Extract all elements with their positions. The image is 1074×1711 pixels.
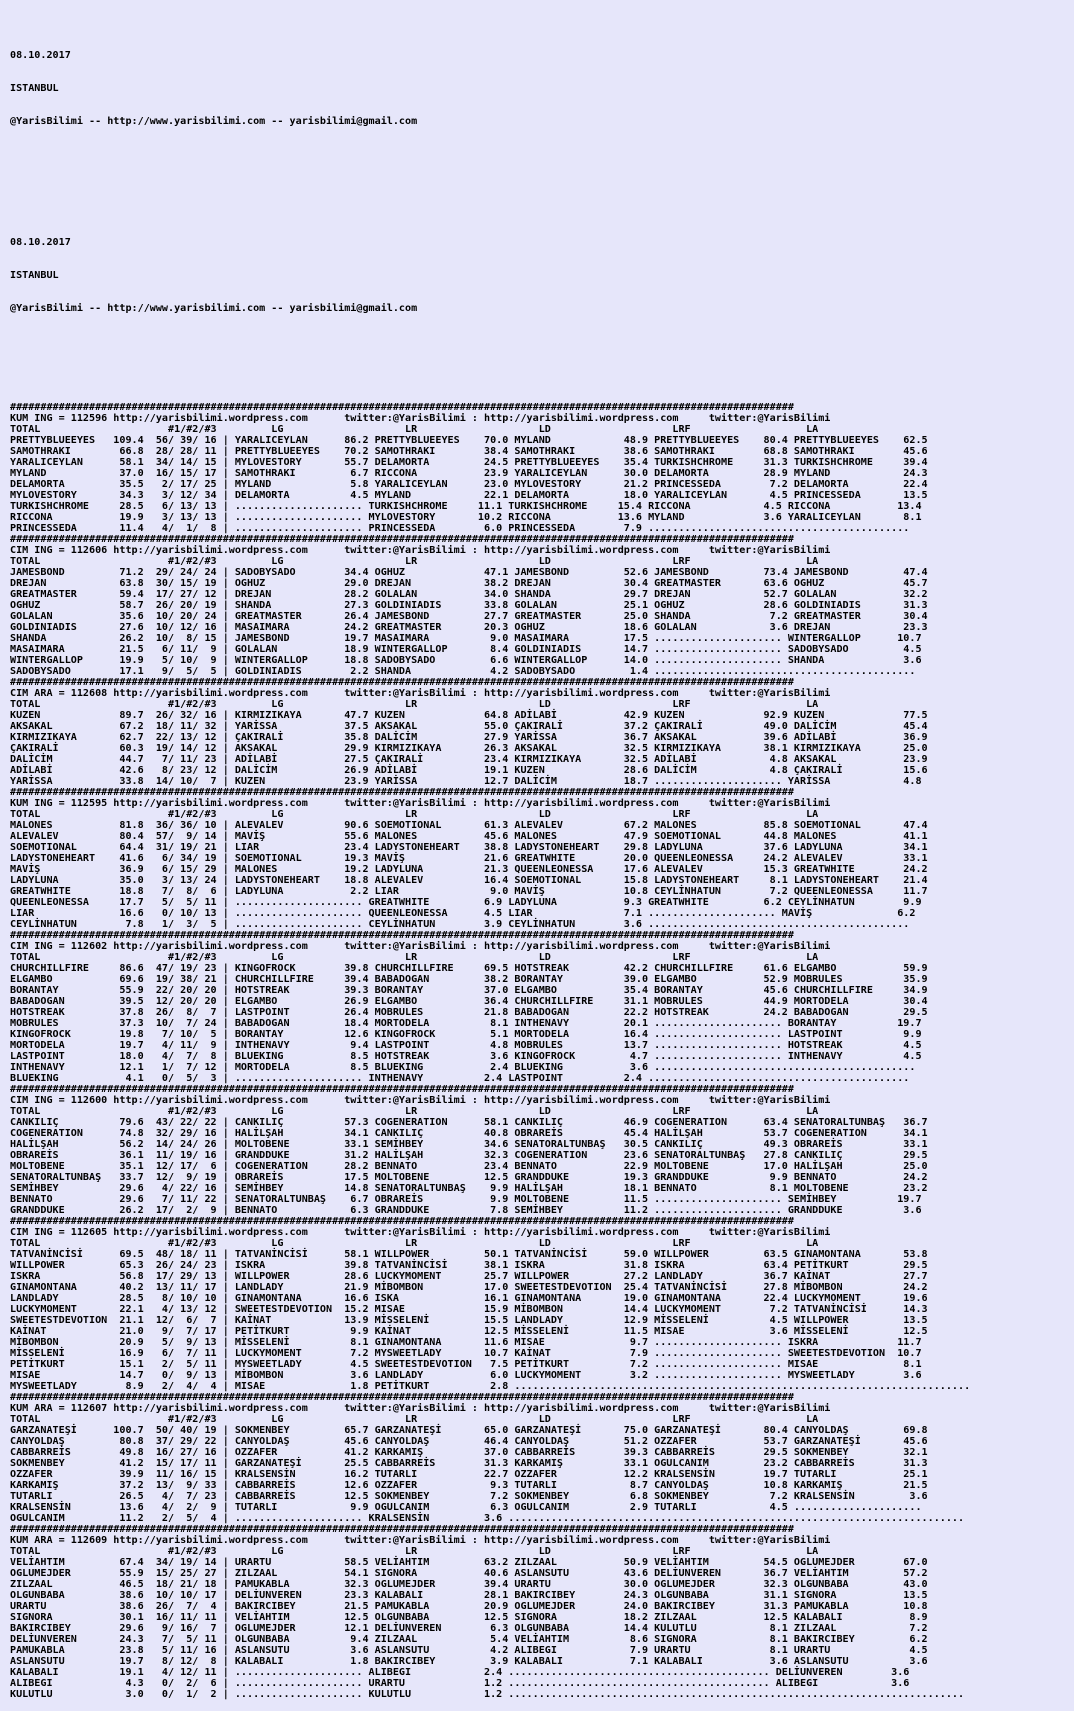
table-row: BABADOGAN 39.5 12/ 20/ 20 | ELGAMBO 26.9 ELGAMBO 36.4 CHURCHILLFIRE 31.1 MOBRULES 44.9 MORTODELA 30.4 [10, 996, 928, 1007]
table-row: LIAR 16.6 0/ 10/ 13 | ..................... QUEENLEONESSA 4.5 LIAR 7.1 ..................... MAVİŞ 6.2 [10, 908, 916, 919]
table-row: SENATORALTUNBAŞ 33.7 12/ 9/ 19 | OBRAREİS 17.5 MOLTOBENE 12.5 GRANDDUKE 19.3 GRANDDUKE 9.9 BENNATO 24.2 [10, 1172, 928, 1183]
table-row: HALİLŞAH 56.2 14/ 24/ 26 | MOLTOBENE 33.1 SEMİHBEY 34.6 SENATORALTUNBAŞ 30.5 CANKILIÇ 49.3 OBRAREİS 33.1 [10, 1139, 928, 1150]
race-section [10, 1524, 1074, 1700]
table-row: MORTODELA 19.7 4/ 11/ 9 | INTHENAVY 9.4 LASTPOINT 4.8 MOBRULES 13.7 ..................... HOTSTREAK 4.5 [10, 1040, 922, 1051]
column-header-line: TOTAL #1/#2/#3 LG LR LD LRF LA [10, 809, 819, 820]
table-row: ISKRA 56.8 17/ 29/ 13 | WILLPOWER 28.6 LUCKYMOMENT 25.7 WILLPOWER 27.2 LANDLADY 36.7 KAİNAT 27.7 [10, 1271, 928, 1282]
table-row: YARİSSA 33.8 14/ 10/ 7 | KUZEN 23.9 YARİSSA 12.7 DALİCİM 18.7 ..................... YARİSSA 4.8 [10, 776, 922, 787]
table-row: ADİLABİ 42.6 8/ 23/ 12 | DALİCİM 26.9 ADİLABİ 19.1 KUZEN 28.6 DALİCİM 4.8 ÇAKIRALİ 15.6 [10, 765, 928, 776]
race-section [10, 1084, 1074, 1216]
header-date: 08.10.2017 [10, 237, 71, 248]
race-title-line: CIM ING = 112602 http://yarisbilimi.wordpress.com twitter:@YarisBilimi : http://yarisbilimi.wordpress.com twitter:@YarisBilimi [10, 941, 831, 952]
table-row: MYLOVESTORY 34.3 3/ 12/ 34 | DELAMORTA 4.5 MYLAND 22.1 DELAMORTA 18.0 YARALICEYLAN 4.5 PRINCESSEDA 13.5 [10, 490, 928, 501]
table-row: INTHENAVY 12.1 1/ 7/ 12 | MORTODELA 8.5 BLUEKING 2.4 BLUEKING 3.6 ........................................... [10, 1062, 916, 1073]
table-row: GOLALAN 35.6 10/ 20/ 24 | GREATMASTER 26.4 JAMESBOND 27.7 GREATMASTER 25.0 SHANDA 7.2 GREATMASTER 30.4 [10, 611, 928, 622]
table-row: LUCKYMOMENT 22.1 4/ 13/ 12 | SWEETESTDEVOTION 15.2 MISAE 15.9 MİBOMBON 14.4 LUCKYMOMENT 7.2 TATVANİNCİSİ 14.3 [10, 1304, 928, 1315]
table-row: SOEMOTIONAL 64.4 31/ 19/ 21 | LIAR 23.4 LADYSTONEHEART 38.8 LADYSTONEHEART 29.8 LADYLUNA 37.6 LADYLUNA 34.1 [10, 842, 928, 853]
table-row: DELİUNVEREN 24.3 7/ 5/ 11 | OLGUNBABA 9.4 ZILZAAL 5.4 VELİAHTIM 8.6 SIGNORA 8.1 BAKIRCIBEY 6.2 [10, 1634, 928, 1645]
table-row: OZZAFER 39.9 11/ 16/ 15 | KRALSENSİN 16.2 TUTARLI 22.7 OZZAFER 12.2 KRALSENSİN 19.7 TUTARLI 25.1 [10, 1469, 928, 1480]
separator-line: ################################################################################################################################# [10, 1084, 794, 1095]
table-row: SAMOTHRAKI 66.8 28/ 28/ 11 | PRETTYBLUEEYES 70.2 SAMOTHRAKI 38.4 SAMOTHRAKI 38.6 SAMOTHRAKI 68.8 SAMOTHRAKI 45.6 [10, 446, 928, 457]
race-section [10, 1216, 1074, 1392]
header-city: ISTANBUL [10, 83, 59, 94]
table-row: TUTARLI 26.5 4/ 7/ 23 | CABBARREİS 12.5 SOKMENBEY 7.2 SOKMENBEY 6.8 SOKMENBEY 7.2 KRALSENSİN 3.6 [10, 1491, 928, 1502]
column-header-line: TOTAL #1/#2/#3 LG LR LD LRF LA [10, 556, 819, 567]
column-header-line: TOTAL #1/#2/#3 LG LR LD LRF LA [10, 699, 819, 710]
table-row: PRINCESSEDA 11.4 4/ 1/ 8 | ..................... PRINCESSEDA 6.0 PRINCESSEDA 7.9 ........................................... [10, 523, 910, 534]
table-row: HOTSTREAK 37.8 26/ 8/ 7 | LASTPOINT 26.4 MOBRULES 21.8 BABADOGAN 22.2 HOTSTREAK 24.2 BABADOGAN 29.5 [10, 1007, 928, 1018]
table-row: MALONES 81.8 36/ 36/ 10 | ALEVALEV 90.6 SOEMOTIONAL 61.3 ALEVALEV 67.2 MALONES 85.8 SOEMOTIONAL 47.4 [10, 820, 928, 831]
race-title-line: KUM ING = 112596 http://yarisbilimi.wordpress.com twitter:@YarisBilimi : http://yarisbilimi.wordpress.com twitter:@YarisBilimi [10, 413, 831, 424]
table-row: KAİNAT 21.0 9/ 7/ 17 | PETİTKURT 9.9 KAİNAT 12.5 MİSSELENİ 11.5 MISAE 3.6 MİSSELENİ 12.5 [10, 1326, 928, 1337]
header-date: 08.10.2017 [10, 50, 71, 61]
table-row: GRANDDUKE 26.2 17/ 2/ 9 | BENNATO 6.3 GRANDDUKE 7.8 SEMİHBEY 11.2 ..................... GRANDDUKE 3.6 [10, 1205, 922, 1216]
table-row: GREATMASTER 59.4 17/ 27/ 12 | DREJAN 28.2 GOLALAN 34.0 SHANDA 29.7 DREJAN 52.7 GOLALAN 32.2 [10, 589, 928, 600]
table-row: PAMUKABLA 23.8 5/ 11/ 16 | ASLANSUTU 3.6 ASLANSUTU 4.2 ALIBEGI 7.9 URARTU 8.1 URARTU 4.5 [10, 1645, 928, 1656]
document-header-repeat [10, 215, 1074, 336]
table-row: DREJAN 63.8 30/ 15/ 19 | OGHUZ 29.0 DREJAN 38.2 DREJAN 30.4 GREATMASTER 63.6 OGHUZ 45.7 [10, 578, 928, 589]
table-row: ZILZAAL 46.5 18/ 21/ 18 | PAMUKABLA 32.3 OGLUMEJDER 39.4 URARTU 30.0 OGLUMEJDER 32.3 OLGUNBABA 43.0 [10, 1579, 928, 1590]
table-row: DALİCİM 44.7 7/ 11/ 23 | ADİLABİ 27.5 ÇAKIRALİ 23.4 KIRMIZIKAYA 32.5 ADİLABİ 4.8 AKSAKAL 23.9 [10, 754, 928, 765]
table-row: BLUEKING 4.1 0/ 5/ 3 | ..................... INTHENAVY 2.4 LASTPOINT 2.4 ........................................... [10, 1073, 910, 1084]
table-row: SADOBYSADO 17.1 9/ 5/ 5 | GOLDINIADIS 2.2 SHANDA 4.2 SADOBYSADO 1.4 ........................................... [10, 666, 916, 677]
column-header-line: TOTAL #1/#2/#3 LG LR LD LRF LA [10, 424, 819, 435]
race-sections [10, 402, 1074, 1700]
table-row: CHURCHILLFIRE 86.6 47/ 19/ 23 | KINGOFROCK 39.8 CHURCHILLFIRE 69.5 HOTSTREAK 42.2 CHURCHILLFIRE 61.6 ELGAMBO 59.9 [10, 963, 928, 974]
table-row: SHANDA 26.2 10/ 8/ 15 | JAMESBOND 19.7 MASAIMARA 9.0 MASAIMARA 17.5 ..................... WINTERGALLOP 10.7 [10, 633, 922, 644]
column-header-line: TOTAL #1/#2/#3 LG LR LD LRF LA [10, 1546, 819, 1557]
table-row: MYLAND 37.0 16/ 15/ 17 | SAMOTHRAKI 6.7 RICCONA 23.9 YARALICEYLAN 30.0 DELAMORTA 28.9 MYLAND 24.3 [10, 468, 928, 479]
table-row: QUEENLEONESSA 17.7 5/ 5/ 11 | ..................... GREATWHITE 6.9 LADYLUNA 9.3 GREATWHITE 6.2 CEYLİNHATUN 9.9 [10, 897, 922, 908]
table-row: ELGAMBO 69.6 19/ 38/ 21 | CHURCHILLFIRE 39.4 BABADOGAN 38.2 BORANTAY 39.0 ELGAMBO 52.9 MOBRULES 35.9 [10, 974, 928, 985]
race-title-line: CIM ING = 112605 http://yarisbilimi.wordpress.com twitter:@YarisBilimi : http://yarisbilimi.wordpress.com twitter:@YarisBilimi [10, 1227, 831, 1238]
table-row: MAVİŞ 36.9 6/ 15/ 29 | MALONES 19.2 LADYLUNA 21.3 QUEENLEONESSA 17.6 ALEVALEV 15.3 GREATWHITE 24.2 [10, 864, 928, 875]
table-row: GREATWHITE 18.8 7/ 8/ 6 | LADYLUNA 2.2 LIAR 9.0 MAVİŞ 10.8 CEYLİNHATUN 7.2 QUEENLEONESSA 11.7 [10, 886, 928, 897]
race-title-line: KUM ARA = 112609 http://yarisbilimi.wordpress.com twitter:@YarisBilimi : http://yarisbilimi.wordpress.com twitter:@YarisBilimi [10, 1535, 831, 1546]
table-row: VELİAHTIM 67.4 34/ 19/ 14 | URARTU 58.5 VELİAHTIM 63.2 ZILZAAL 50.9 VELİAHTIM 54.5 OGLUMEJDER 67.0 [10, 1557, 928, 1568]
table-row: COGENERATION 74.8 32/ 29/ 16 | HALİLŞAH 34.1 CANKILIÇ 40.8 OBRAREİS 45.4 HALİLŞAH 53.7 COGENERATION 34.1 [10, 1128, 928, 1139]
spacer [10, 171, 1074, 193]
table-row: OBRAREİS 36.1 11/ 19/ 16 | GRANDDUKE 31.2 HALİLŞAH 32.3 COGENERATION 23.6 SENATORALTUNBAŞ 27.8 CANKILIÇ 29.5 [10, 1150, 928, 1161]
table-row: CABBARREİS 49.8 16/ 27/ 16 | OZZAFER 41.2 KARKAMIŞ 37.0 CABBARREİS 39.3 CABBARREİS 29.5 SOKMENBEY 32.1 [10, 1447, 928, 1458]
race-title-line: KUM ARA = 112607 http://yarisbilimi.wordpress.com twitter:@YarisBilimi : http://yarisbilimi.wordpress.com twitter:@YarisBilimi [10, 1403, 831, 1414]
column-header-line: TOTAL #1/#2/#3 LG LR LD LRF LA [10, 1238, 819, 1249]
table-row: PETİTKURT 15.1 2/ 5/ 11 | MYSWEETLADY 4.5 SWEETESTDEVOTION 7.5 PETİTKURT 7.2 ..................... MISAE 8.1 [10, 1359, 922, 1370]
table-row: GARZANATEŞİ 100.7 50/ 40/ 19 | SOKMENBEY 65.7 GARZANATEŞİ 65.0 GARZANATEŞİ 75.0 GARZANATEŞİ 80.4 CANYOLDAŞ 69.8 [10, 1425, 928, 1436]
separator-line: ################################################################################################################################# [10, 930, 794, 941]
table-row: KALABALI 19.1 4/ 12/ 11 | ..................... ALIBEGI 2.4 ........................................... DELİUNVEREN 3.6 [10, 1667, 910, 1678]
race-section [10, 1392, 1074, 1524]
race-section [10, 534, 1074, 677]
table-row: OGLUMEJDER 55.9 15/ 25/ 27 | ZILZAAL 54.1 SIGNORA 40.6 ASLANSUTU 43.6 DELİUNVEREN 36.7 VELİAHTIM 57.2 [10, 1568, 928, 1579]
separator-line: ################################################################################################################################# [10, 1524, 794, 1535]
table-row: MİSSELENİ 16.9 6/ 7/ 11 | LUCKYMOMENT 7.2 MYSWEETLADY 10.7 KAİNAT 7.9 ..................... SWEETESTDEVOTION 10.7 [10, 1348, 922, 1359]
table-row: MISAE 14.7 0/ 9/ 13 | MİBOMBON 3.6 LANDLADY 6.0 LUCKYMOMENT 3.2 ..................... MYSWEETLADY 3.6 [10, 1370, 922, 1381]
table-row: LADYLUNA 35.0 3/ 13/ 24 | LADYSTONEHEART 18.8 ALEVALEV 16.4 SOEMOTIONAL 15.8 LADYSTONEHEART 8.1 LADYSTONEHEART 21.4 [10, 875, 928, 886]
race-section [10, 402, 1074, 534]
table-row: BENNATO 29.6 7/ 11/ 22 | SENATORALTUNBAŞ 6.7 OBRAREİS 9.9 MOLTOBENE 11.5 ..................... SEMİHBEY 19.7 [10, 1194, 922, 1205]
race-section [10, 677, 1074, 787]
table-row: MOBRULES 37.3 10/ 7/ 24 | BABADOGAN 18.4 MORTODELA 8.1 INTHENAVY 20.1 ..................... BORANTAY 19.7 [10, 1018, 922, 1029]
column-header-line: TOTAL #1/#2/#3 LG LR LD LRF LA [10, 1106, 819, 1117]
header-contact: @YarisBilimi -- http://www.yarisbilimi.com -- yarisbilimi@gmail.com [10, 116, 418, 127]
table-row: KUZEN 89.7 26/ 32/ 16 | KIRMIZIKAYA 47.7 KUZEN 64.8 ADİLABİ 42.9 KUZEN 92.9 KUZEN 77.5 [10, 710, 928, 721]
table-row: MASAIMARA 21.5 6/ 11/ 9 | GOLALAN 18.9 WINTERGALLOP 8.4 GOLDINIADIS 14.7 ..................... SADOBYSADO 4.5 [10, 644, 922, 655]
table-row: URARTU 38.6 26/ 7/ 4 | BAKIRCIBEY 21.5 PAMUKABLA 20.9 OGLUMEJDER 24.0 BAKIRCIBEY 31.3 PAMUKABLA 10.8 [10, 1601, 928, 1612]
table-row: MOLTOBENE 35.1 12/ 17/ 6 | COGENERATION 28.2 BENNATO 23.4 BENNATO 22.9 MOLTOBENE 17.0 HALİLŞAH 25.0 [10, 1161, 928, 1172]
table-row: ASLANSUTU 19.7 8/ 12/ 8 | KALABALI 1.8 BAKIRCIBEY 3.9 KALABALI 7.1 KALABALI 3.6 ASLANSUTU 3.6 [10, 1656, 928, 1667]
separator-line: ################################################################################################################################# [10, 534, 794, 545]
table-row: WINTERGALLOP 19.9 5/ 10/ 9 | WINTERGALLOP 18.8 SADOBYSADO 6.6 WINTERGALLOP 14.0 ..................... SHANDA 3.6 [10, 655, 922, 666]
table-row: MİBOMBON 20.9 5/ 9/ 13 | MİSSELENİ 8.1 GINAMONTANA 11.6 MISAE 9.7 ..................... ISKRA 11.7 [10, 1337, 922, 1348]
table-row: LANDLADY 28.5 8/ 10/ 10 | GINAMONTANA 16.6 ISKA 16.1 GINAMONTANA 19.0 GINAMONTANA 22.4 LUCKYMOMENT 19.6 [10, 1293, 928, 1304]
table-row: LADYSTONEHEART 41.6 6/ 34/ 19 | SOEMOTIONAL 19.3 MAVİŞ 21.6 GREATWHITE 20.0 QUEENLEONESSA 24.2 ALEVALEV 33.1 [10, 853, 928, 864]
table-row: JAMESBOND 71.2 29/ 24/ 24 | SADOBYSADO 34.4 OGHUZ 47.1 JAMESBOND 52.6 JAMESBOND 73.4 JAMESBOND 47.4 [10, 567, 928, 578]
spacer [10, 358, 1074, 380]
table-row: LASTPOINT 18.0 4/ 7/ 8 | BLUEKING 8.5 HOTSTREAK 3.6 KINGOFROCK 4.7 ..................... INTHENAVY 4.5 [10, 1051, 922, 1062]
table-row: KULUTLU 3.0 0/ 1/ 2 | ..................... KULUTLU 1.2 ........................................................................... [10, 1689, 965, 1700]
table-row: SOKMENBEY 41.2 15/ 17/ 11 | GARZANATEŞİ 25.5 CABBARREİS 31.3 KARKAMIŞ 33.1 OGULCANIM 23.2 CABBARREİS 31.3 [10, 1458, 928, 1469]
race-section [10, 930, 1074, 1084]
separator-line: ################################################################################################################################# [10, 677, 794, 688]
table-row: CEYLİNHATUN 7.8 1/ 3/ 5 | ..................... CEYLİNHATUN 3.9 CEYLİNHATUN 3.6 ........................................... [10, 919, 910, 930]
race-title-line: CIM ING = 112606 http://yarisbilimi.wordpress.com twitter:@YarisBilimi : http://yarisbilimi.wordpress.com twitter:@YarisBilimi [10, 545, 831, 556]
table-row: YARALICEYLAN 58.1 34/ 14/ 15 | MYLOVESTORY 55.7 DELAMORTA 24.5 PRETTYBLUEEYES 35.4 TURKISHCHROME 31.3 TURKISHCHROME 39.4 [10, 457, 928, 468]
table-row: KRALSENSİN 13.6 4/ 2/ 9 | TUTARLI 9.9 OGULCANIM 6.3 OGULCANIM 2.9 TUTARLI 4.5 ..................... [10, 1502, 922, 1513]
table-row: OLGUNBABA 38.6 10/ 10/ 17 | DELİUNVEREN 23.3 KALABALI 28.1 BAKIRCIBEY 24.3 OLGUNBABA 31.1 SIGNORA 13.5 [10, 1590, 928, 1601]
header-city: ISTANBUL [10, 270, 59, 281]
race-title-line: CIM ARA = 112608 http://yarisbilimi.wordpress.com twitter:@YarisBilimi : http://yarisbilimi.wordpress.com twitter:@YarisBilimi [10, 688, 831, 699]
table-row: CANYOLDAŞ 80.8 37/ 29/ 22 | CANYOLDAŞ 45.6 CANYOLDAŞ 46.4 CANYOLDAŞ 51.2 OZZAFER 53.7 GARZANATEŞİ 45.6 [10, 1436, 928, 1447]
race-title-line: KUM ING = 112595 http://yarisbilimi.wordpress.com twitter:@YarisBilimi : http://yarisbilimi.wordpress.com twitter:@YarisBilimi [10, 798, 831, 809]
table-row: ALEVALEV 80.4 57/ 9/ 14 | MAVİŞ 55.6 MALONES 45.6 MALONES 47.9 SOEMOTIONAL 44.8 MALONES 41.1 [10, 831, 928, 842]
table-row: BORANTAY 55.9 22/ 20/ 20 | HOTSTREAK 39.3 BORANTAY 37.0 ELGAMBO 35.4 BORANTAY 45.6 CHURCHILLFIRE 34.9 [10, 985, 928, 996]
table-row: TURKISHCHROME 28.5 6/ 13/ 13 | ..................... TURKISHCHROME 11.1 TURKISHCHROME 15.4 RICCONA 4.5 RICCONA 13.4 [10, 501, 922, 512]
table-row: OGULCANIM 11.2 2/ 5/ 4 | ..................... KRALSENSİN 3.6 ........................................................................... [10, 1513, 965, 1524]
table-row: OGHUZ 58.7 26/ 20/ 19 | SHANDA 27.3 GOLDINIADIS 33.8 GOLALAN 25.1 OGHUZ 28.6 GOLDINIADIS 31.3 [10, 600, 928, 611]
table-row: SWEETESTDEVOTION 21.1 12/ 6/ 7 | KAİNAT 13.9 MİSSELENİ 15.5 LANDLADY 12.9 MİSSELENİ 4.5 WILLPOWER 13.5 [10, 1315, 928, 1326]
table-row: RICCONA 19.9 3/ 13/ 13 | ..................... MYLOVESTORY 10.2 RICCONA 13.6 MYLAND 3.6 YARALICEYLAN 8.1 [10, 512, 922, 523]
table-row: SEMİHBEY 29.6 4/ 22/ 16 | SEMİHBEY 14.8 SENATORALTUNBAŞ 9.9 HALİLŞAH 18.1 BENNATO 8.1 MOLTOBENE 23.2 [10, 1183, 928, 1194]
separator-line: ################################################################################################################################# [10, 1216, 794, 1227]
table-row: TATVANİNCİSİ 69.5 48/ 18/ 11 | TATVANİNCİSİ 58.1 WILLPOWER 50.1 TATVANİNCİSİ 59.0 WILLPOWER 63.5 GINAMONTANA 53.8 [10, 1249, 928, 1260]
column-header-line: TOTAL #1/#2/#3 LG LR LD LRF LA [10, 1414, 819, 1425]
header-contact: @YarisBilimi -- http://www.yarisbilimi.com -- yarisbilimi@gmail.com [10, 303, 418, 314]
table-row: KIRMIZIKAYA 62.7 22/ 13/ 12 | ÇAKIRALİ 35.8 DALİCİM 27.9 YARİSSA 36.7 AKSAKAL 39.6 ADİLABİ 36.9 [10, 732, 928, 743]
table-row: GOLDINIADIS 27.6 10/ 12/ 16 | MASAIMARA 24.2 GREATMASTER 20.3 OGHUZ 18.6 GOLALAN 3.6 DREJAN 23.3 [10, 622, 928, 633]
race-section [10, 787, 1074, 930]
table-row: KARKAMIŞ 37.2 13/ 9/ 33 | CABBARREİS 12.6 OZZAFER 9.3 TUTARLI 8.7 CANYOLDAŞ 10.8 KARKAMIŞ 21.5 [10, 1480, 928, 1491]
table-row: GINAMONTANA 40.2 13/ 11/ 17 | LANDLADY 21.9 MİBOMBON 17.0 SWEETESTDEVOTION 25.4 TATVANİNCİSİ 27.8 MİBOMBON 24.2 [10, 1282, 928, 1293]
table-row: AKSAKAL 67.2 18/ 11/ 32 | YARİSSA 37.5 AKSAKAL 55.0 ÇAKIRALİ 37.2 ÇAKIRALİ 49.0 DALİCİM 45.4 [10, 721, 928, 732]
race-title-line: CIM ING = 112600 http://yarisbilimi.wordpress.com twitter:@YarisBilimi : http://yarisbilimi.wordpress.com twitter:@YarisBilimi [10, 1095, 831, 1106]
table-row: PRETTYBLUEEYES 109.4 56/ 39/ 16 | YARALICEYLAN 86.2 PRETTYBLUEEYES 70.0 MYLAND 48.9 PRETTYBLUEEYES 80.4 PRETTYBLUEEYES 62.5 [10, 435, 928, 446]
table-row: SIGNORA 30.1 16/ 11/ 11 | VELİAHTIM 12.5 OLGUNBABA 12.5 SIGNORA 18.2 ZILZAAL 12.5 KALABALI 8.9 [10, 1612, 928, 1623]
table-row: WILLPOWER 65.3 26/ 24/ 23 | ISKRA 39.8 TATVANİNCİSİ 38.1 ISKRA 31.8 ISKRA 63.4 PETİTKURT 29.5 [10, 1260, 928, 1271]
table-row: BAKIRCIBEY 29.6 9/ 16/ 7 | OGLUMEJDER 12.1 DELİUNVEREN 6.3 OLGUNBABA 14.4 KULUTLU 8.1 ZILZAAL 7.2 [10, 1623, 928, 1634]
separator-line: ################################################################################################################################# [10, 402, 794, 413]
table-row: CANKILIÇ 79.6 43/ 22/ 22 | CANKILIÇ 57.3 COGENERATION 58.1 CANKILIÇ 46.9 COGENERATION 63.4 SENATORALTUNBAŞ 36.7 [10, 1117, 928, 1128]
table-row: KINGOFROCK 19.8 7/ 10/ 5 | BORANTAY 12.6 KINGOFROCK 5.1 MORTODELA 16.4 ..................... LASTPOINT 9.9 [10, 1029, 922, 1040]
document-header [10, 28, 1074, 149]
table-row: DELAMORTA 35.5 2/ 17/ 25 | MYLAND 5.8 YARALICEYLAN 23.0 MYLOVESTORY 21.2 PRINCESSEDA 7.2 DELAMORTA 22.4 [10, 479, 928, 490]
column-header-line: TOTAL #1/#2/#3 LG LR LD LRF LA [10, 952, 819, 963]
table-row: MYSWEETLADY 8.9 2/ 4/ 4 | MISAE 1.8 PETİTKURT 2.8 ........................................................................... [10, 1381, 971, 1392]
table-row: ÇAKIRALİ 60.3 19/ 14/ 12 | AKSAKAL 29.9 KIRMIZIKAYA 26.3 AKSAKAL 32.5 KIRMIZIKAYA 38.1 KIRMIZIKAYA 25.0 [10, 743, 928, 754]
separator-line: ################################################################################################################################# [10, 787, 794, 798]
table-row: ALIBEGI 4.3 0/ 2/ 6 | ..................... URARTU 1.2 ........................................... ALIBEGI 3.6 [10, 1678, 910, 1689]
separator-line: ################################################################################################################################# [10, 1392, 794, 1403]
